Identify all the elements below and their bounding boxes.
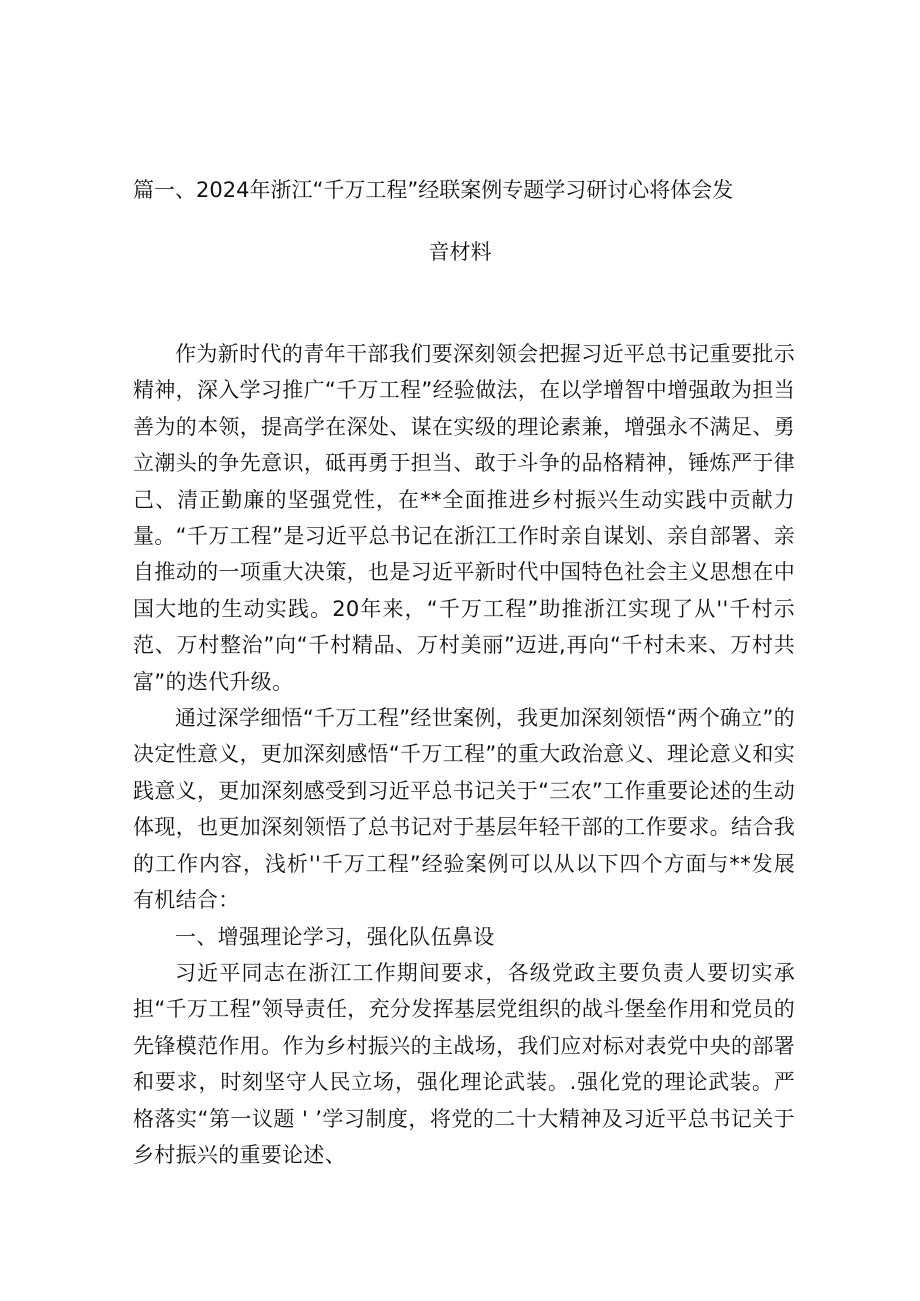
document-title-line-1: 篇一、2024年浙江“千万工程”经联案例专题学习研讨心将体会发	[133, 178, 734, 202]
body-paragraph-1: 作为新时代的青年干部我们要深刻领会把握习近平总书记重要批示精神，深入学习推广“千万工程”经验做法，在以学增智中增强敢为担当善为的本领，提高学在深处、谋在实级的理论素兼，增强永不满足、勇立潮头的争先意识，砥再勇于担当、敢于斗争的品格精神，锤炼严于律己、清正勤廉的坚强党性，在**全面推进乡村振兴生动实践中贡献力量。“千万工程”是习近平总书记在浙江工作时亲自谋划、亲自部署、亲自推动的一项重大决策，也是习近平新时代中国特色社会主义思想在中国大地的生动实践。20年来，“千万工程”助推浙江实现了从''千村示范、万村整治”向“千村精品、万村美丽”迈进,再向“千村未来、万村共富”的迭代升级。	[133, 342, 795, 694]
body-paragraph-2: 通过深学细悟“千万工程”经世案例，我更加深刻领悟“两个确立”的决定性意义，更加深刻感悟“千万工程”的重大政治意义、理论意义和实践意义，更加深刻感受到习近平总书记关于“三农”工作重要论述的生动体现，也更加深刻领悟了总书记对于基层年轻干部的工作要求。结合我的工作内容，浅析''千万工程”经验案例可以从以下四个方面与**发展有机结合：	[133, 706, 795, 913]
document-body	[133, 336, 795, 1173]
section-heading: 一、增强理论学习，强化队伍鼻设	[175, 924, 495, 949]
document-title-line-2: 音材料	[428, 240, 492, 264]
section-paragraph: 习近平同志在浙江工作期间要求，各级党政主要负责人要切实承担“千万工程”领导责任，充分发挥基层党组织的战斗堡垒作用和党员的先锋模范作用。作为乡村振兴的主战场，我们应对标对表党中央的部署和要求，时刻坚守人民立场，强化理论武装。.强化党的理论武装。严格落实“第一议题 ' ’学习制度，将党的二十大精神及习近平总书记关于乡村振兴的重要论述、	[133, 960, 795, 1167]
